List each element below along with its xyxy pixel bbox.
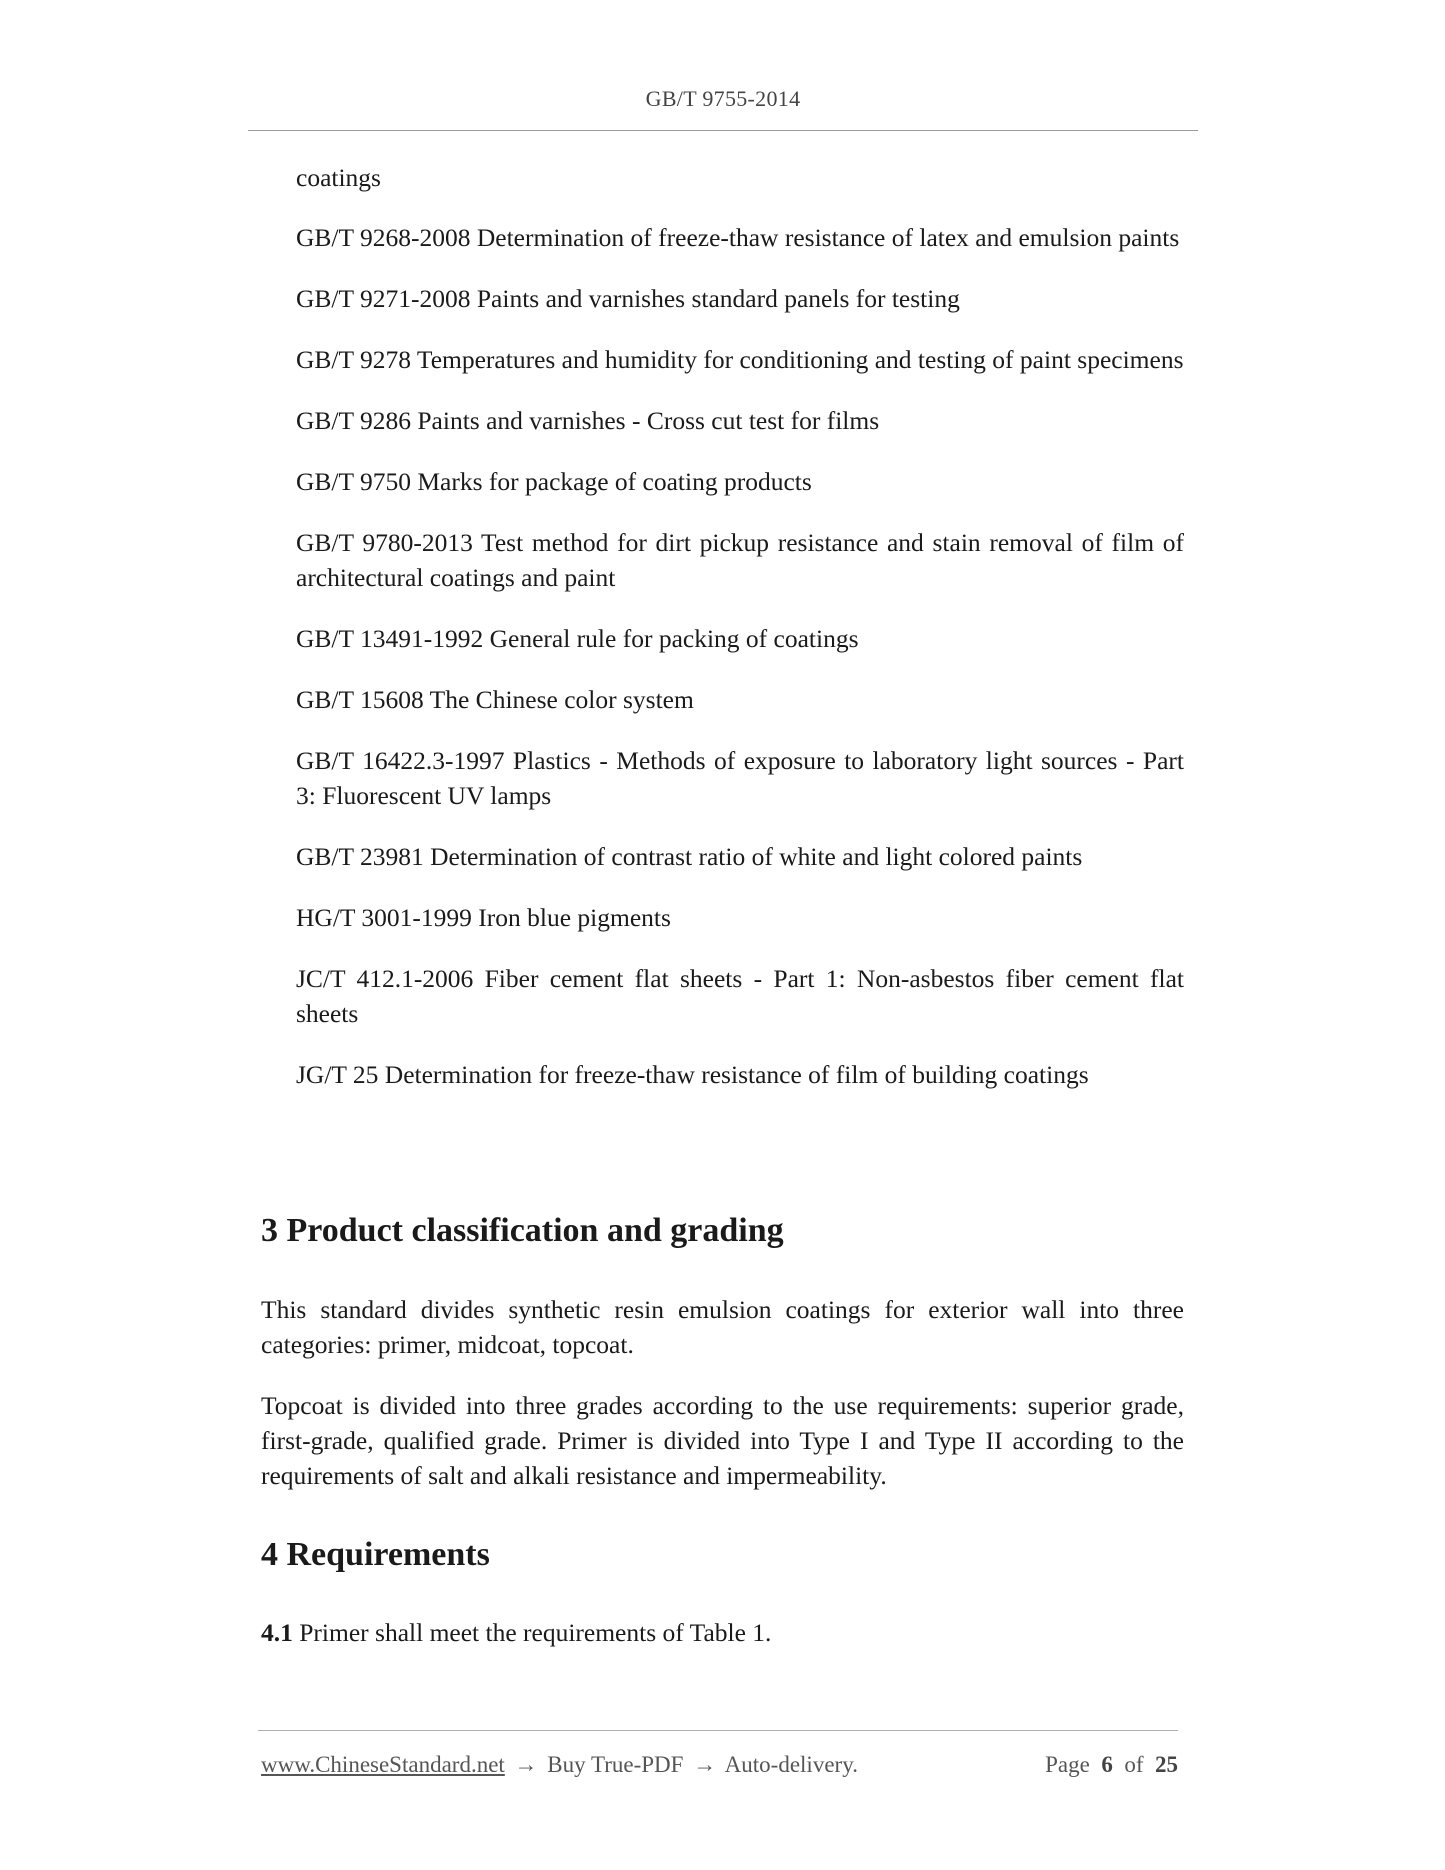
header-divider bbox=[248, 130, 1198, 131]
reference-item: GB/T 16422.3-1997 Plastics - Methods of exposure to laboratory light sources - Part 3: Fluorescent UV lamps bbox=[296, 746, 1184, 810]
site-link[interactable]: www.ChineseStandard.net bbox=[261, 1752, 505, 1777]
footer-divider bbox=[258, 1730, 1178, 1731]
page-footer bbox=[261, 1752, 1178, 1778]
section-3-paragraph-2: Topcoat is divided into three grades according to the use requirements: superior grade, first-grade, qualified grade. Primer is divided into Type I and Type II according to the requirements of salt and alkali resistance and impermeability. bbox=[261, 1391, 1184, 1490]
reference-item: HG/T 3001-1999 Iron blue pigments bbox=[296, 903, 671, 932]
reference-item: JC/T 412.1-2006 Fiber cement flat sheets - Part 1: Non-asbestos fiber cement flat sheets bbox=[296, 964, 1184, 1028]
clause-number: 4.1 bbox=[261, 1618, 293, 1647]
arrow-right-icon: → bbox=[514, 1752, 538, 1777]
auto-delivery-text: Auto-delivery. bbox=[724, 1752, 858, 1777]
reference-item: coatings bbox=[296, 163, 381, 192]
section-4-heading: 4 Requirements bbox=[261, 1536, 490, 1573]
page-header: GB/T 9755-2014 bbox=[645, 86, 801, 111]
page-of: of bbox=[1124, 1752, 1144, 1777]
section-3-paragraph-1: This standard divides synthetic resin emulsion coatings for exterior wall into three categories: primer, midcoat, topcoat. bbox=[261, 1295, 1184, 1359]
reference-item: GB/T 9780-2013 Test method for dirt pickup resistance and stain removal of film of architectural coatings and paint bbox=[296, 528, 1184, 592]
page-total: 25 bbox=[1155, 1752, 1178, 1777]
reference-item: GB/T 23981 Determination of contrast ratio of white and light colored paints bbox=[296, 842, 1083, 871]
reference-item: GB/T 13491-1992 General rule for packing of coatings bbox=[296, 624, 859, 653]
clause-text: Primer shall meet the requirements of Table 1. bbox=[292, 1618, 772, 1647]
reference-item: GB/T 9750 Marks for package of coating products bbox=[296, 467, 812, 496]
clause-4-1 bbox=[261, 1615, 1184, 1650]
buy-pdf-text: Buy True-PDF bbox=[547, 1752, 684, 1777]
reference-item: GB/T 15608 The Chinese color system bbox=[296, 685, 694, 714]
reference-item: GB/T 9278 Temperatures and humidity for conditioning and testing of paint specimens bbox=[296, 345, 1184, 374]
section-3-heading: 3 Product classification and grading bbox=[261, 1212, 784, 1249]
reference-item: JG/T 25 Determination for freeze-thaw resistance of film of building coatings bbox=[296, 1060, 1089, 1089]
reference-item: GB/T 9268-2008 Determination of freeze-thaw resistance of latex and emulsion paints bbox=[296, 223, 1180, 252]
arrow-right-icon: → bbox=[693, 1752, 717, 1777]
page-label: Page bbox=[1045, 1752, 1090, 1777]
normative-references-list bbox=[296, 160, 1184, 1118]
page-number bbox=[1045, 1752, 1178, 1778]
page-current: 6 bbox=[1101, 1752, 1113, 1777]
reference-item: GB/T 9286 Paints and varnishes - Cross cut test for films bbox=[296, 406, 880, 435]
reference-item: GB/T 9271-2008 Paints and varnishes standard panels for testing bbox=[296, 284, 960, 313]
